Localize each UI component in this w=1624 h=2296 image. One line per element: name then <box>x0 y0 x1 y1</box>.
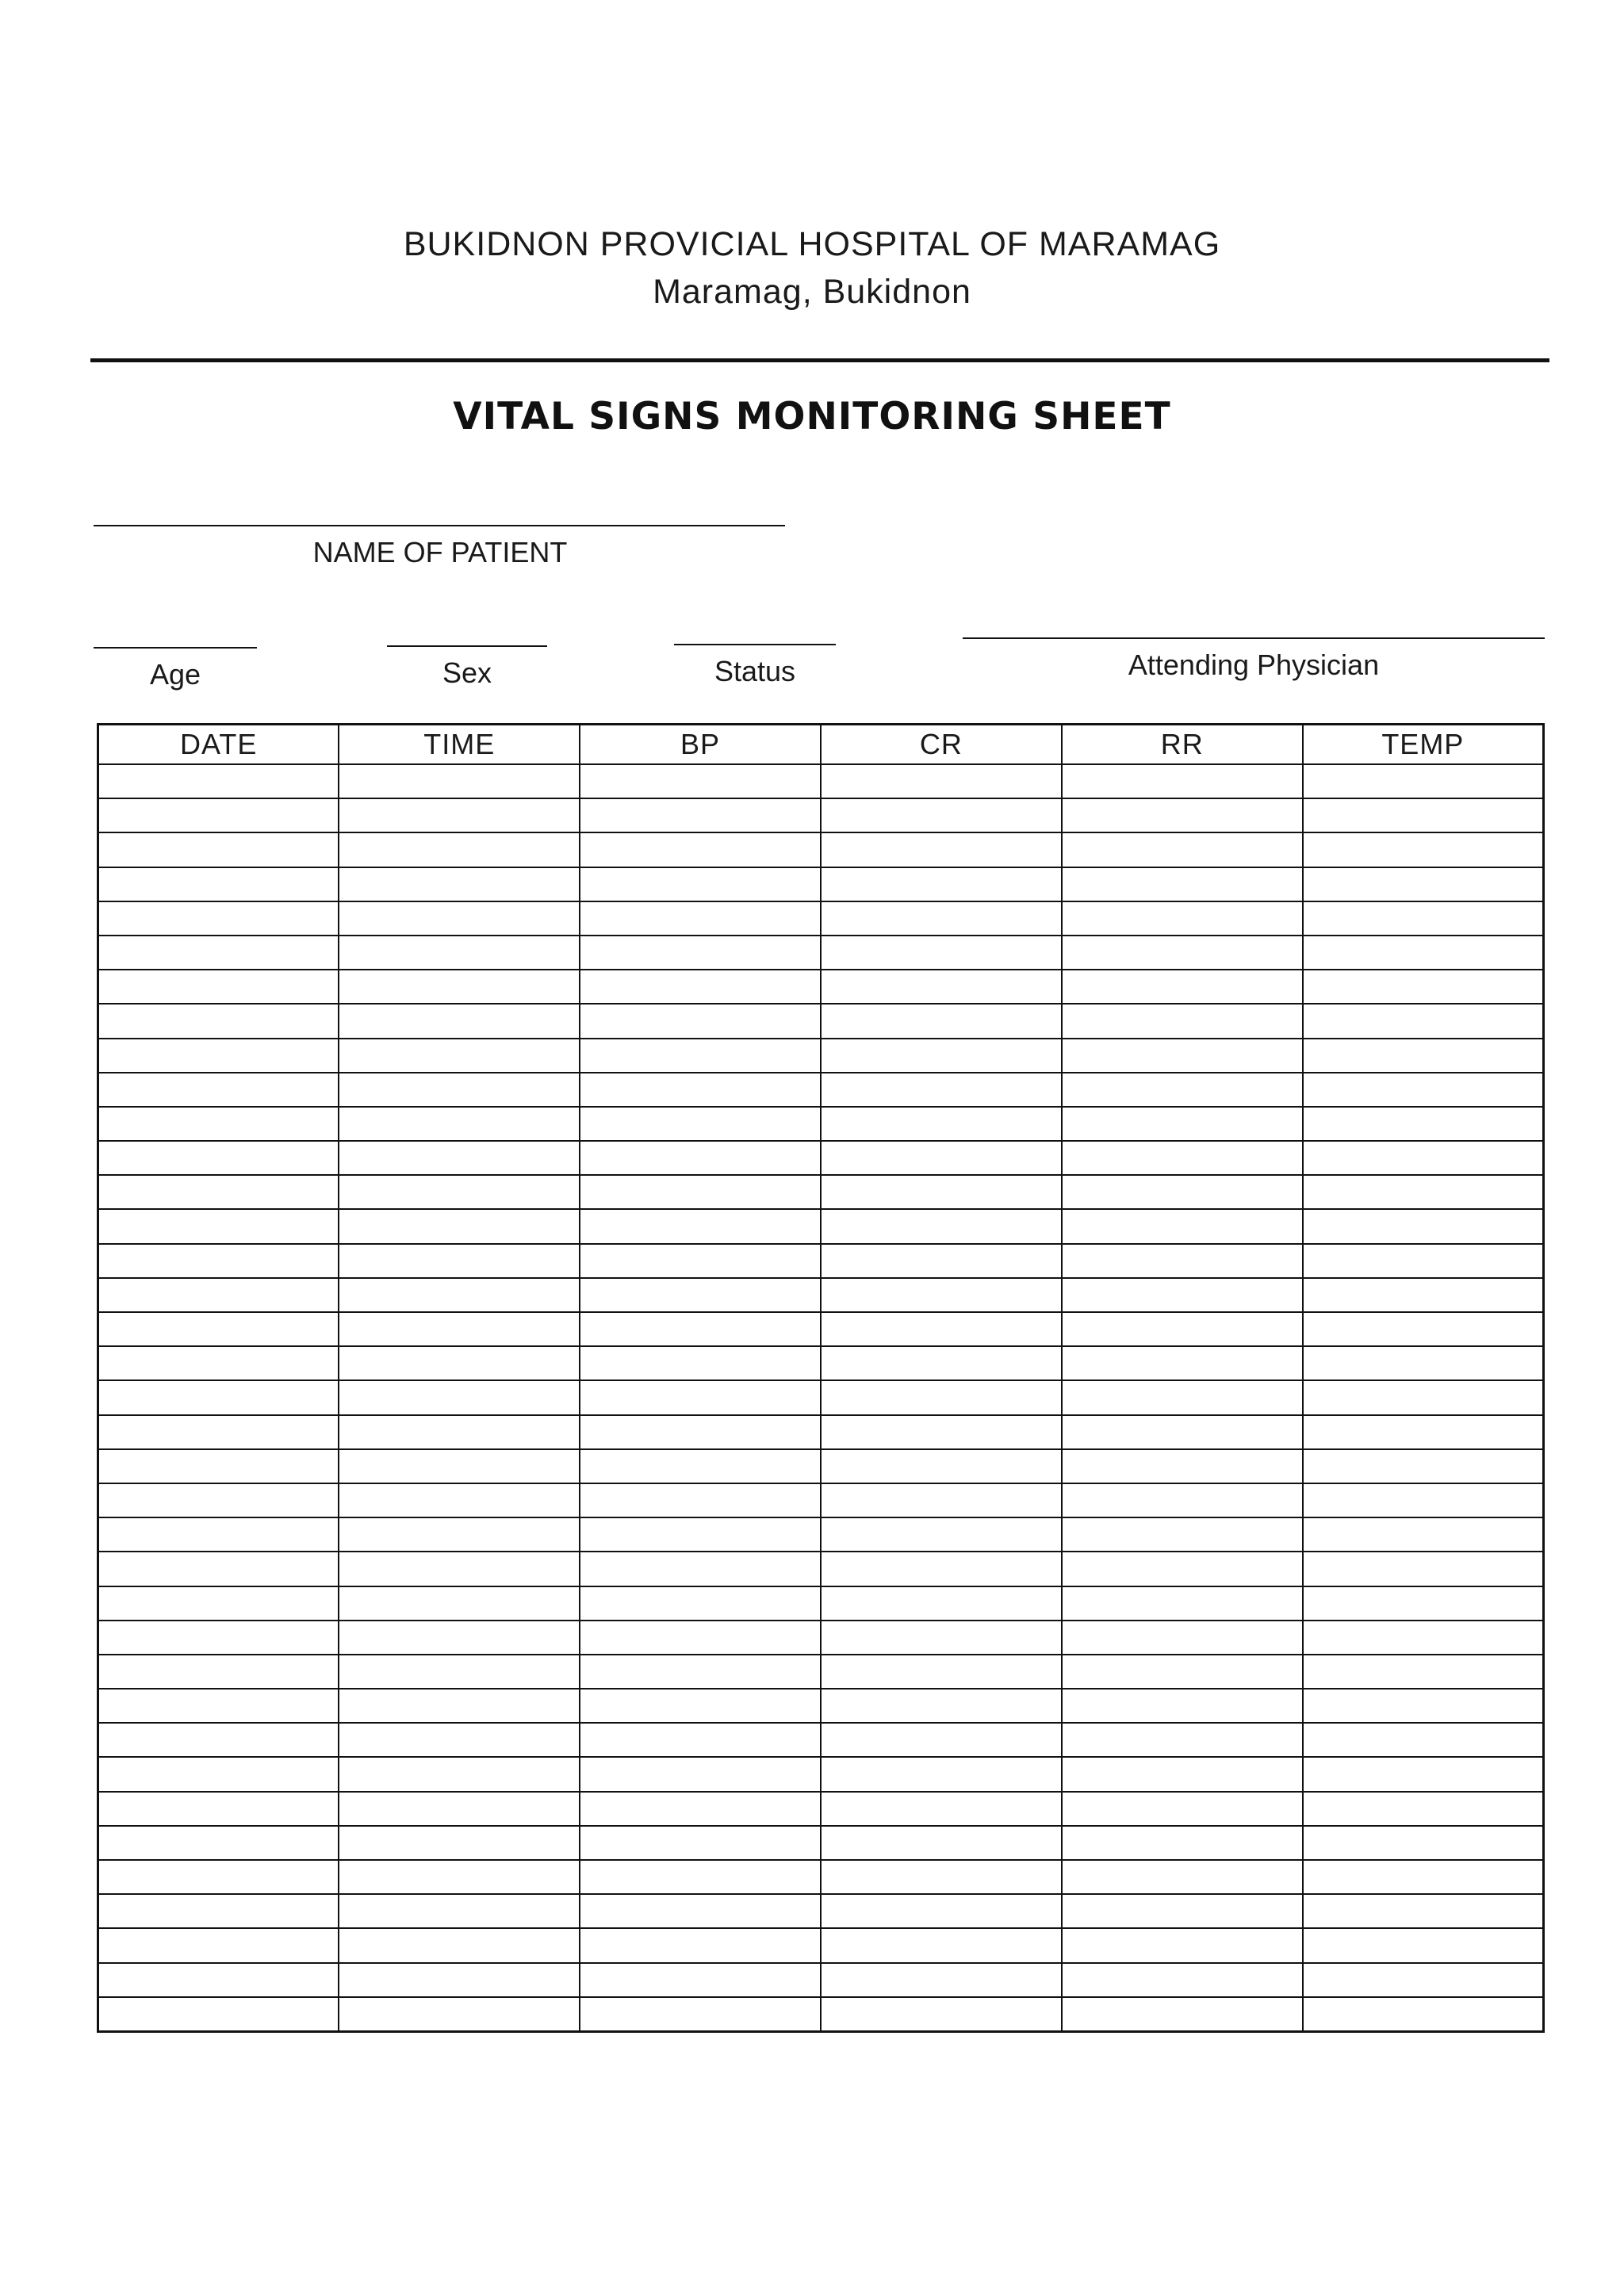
rr-cell[interactable] <box>1062 1517 1303 1552</box>
table-row <box>98 1346 1544 1380</box>
rr-cell[interactable] <box>1062 1107 1303 1141</box>
date-cell[interactable] <box>98 1586 339 1621</box>
temp-cell[interactable] <box>1303 1928 1544 1962</box>
bp-cell[interactable] <box>580 1826 821 1860</box>
rr-cell[interactable] <box>1062 1792 1303 1826</box>
cr-cell[interactable] <box>821 901 1062 936</box>
time-cell[interactable] <box>339 1312 580 1346</box>
time-cell[interactable] <box>339 764 580 798</box>
rr-cell[interactable] <box>1062 1963 1303 1997</box>
temp-cell[interactable] <box>1303 1449 1544 1483</box>
time-cell[interactable] <box>339 867 580 901</box>
date-cell[interactable] <box>98 1415 339 1449</box>
date-cell[interactable] <box>98 1894 339 1928</box>
date-cell[interactable] <box>98 1073 339 1107</box>
column-header-time: TIME <box>339 725 580 765</box>
cr-cell[interactable] <box>821 1175 1062 1209</box>
date-cell[interactable] <box>98 1621 339 1655</box>
time-cell[interactable] <box>339 1621 580 1655</box>
table-row <box>98 832 1544 867</box>
date-cell[interactable] <box>98 867 339 901</box>
temp-cell[interactable] <box>1303 798 1544 832</box>
rr-cell[interactable] <box>1062 1449 1303 1483</box>
date-cell[interactable] <box>98 1928 339 1962</box>
cr-cell[interactable] <box>821 936 1062 970</box>
date-cell[interactable] <box>98 1209 339 1243</box>
sheet-title: VITAL SIGNS MONITORING SHEET <box>453 395 1171 438</box>
temp-cell[interactable] <box>1303 1380 1544 1414</box>
time-cell[interactable] <box>339 1107 580 1141</box>
status-label: Status <box>714 655 796 687</box>
rr-cell[interactable] <box>1062 1621 1303 1655</box>
rr-cell[interactable] <box>1062 1141 1303 1175</box>
temp-cell[interactable] <box>1303 970 1544 1004</box>
attending-physician-label: Attending Physician <box>1128 649 1380 681</box>
date-cell[interactable] <box>98 1963 339 1997</box>
temp-cell[interactable] <box>1303 1894 1544 1928</box>
cr-cell[interactable] <box>821 1346 1062 1380</box>
temp-cell[interactable] <box>1303 764 1544 798</box>
bp-cell[interactable] <box>580 1963 821 1997</box>
bp-cell[interactable] <box>580 1517 821 1552</box>
column-header-temp: TEMP <box>1303 725 1544 765</box>
rr-cell[interactable] <box>1062 1723 1303 1757</box>
time-cell[interactable] <box>339 1244 580 1278</box>
bp-cell[interactable] <box>580 970 821 1004</box>
rr-cell[interactable] <box>1062 1175 1303 1209</box>
table-row <box>98 1552 1544 1586</box>
bp-cell[interactable] <box>580 1860 821 1894</box>
table-row <box>98 1415 1544 1449</box>
temp-cell[interactable] <box>1303 867 1544 901</box>
cr-cell[interactable] <box>821 1997 1062 2032</box>
cr-cell[interactable] <box>821 1792 1062 1826</box>
time-cell[interactable] <box>339 1655 580 1689</box>
rr-cell[interactable] <box>1062 1552 1303 1586</box>
rr-cell[interactable] <box>1062 1894 1303 1928</box>
time-cell[interactable] <box>339 1141 580 1175</box>
rr-cell[interactable] <box>1062 1655 1303 1689</box>
date-cell[interactable] <box>98 1039 339 1073</box>
time-cell[interactable] <box>339 1860 580 1894</box>
table-row <box>98 1621 1544 1655</box>
date-cell[interactable] <box>98 1107 339 1141</box>
bp-cell[interactable] <box>580 1380 821 1414</box>
time-cell[interactable] <box>339 1757 580 1791</box>
time-cell[interactable] <box>339 1723 580 1757</box>
column-header-date: DATE <box>98 725 339 765</box>
rr-cell[interactable] <box>1062 936 1303 970</box>
bp-cell[interactable] <box>580 1689 821 1723</box>
table-row <box>98 867 1544 901</box>
temp-cell[interactable] <box>1303 1997 1544 2032</box>
date-cell[interactable] <box>98 1244 339 1278</box>
hospital-name: BUKIDNON PROVICIAL HOSPITAL OF MARAMAG <box>403 225 1221 263</box>
rr-cell[interactable] <box>1062 1928 1303 1962</box>
cr-cell[interactable] <box>821 1689 1062 1723</box>
date-cell[interactable] <box>98 1346 339 1380</box>
bp-cell[interactable] <box>580 1312 821 1346</box>
date-cell[interactable] <box>98 764 339 798</box>
bp-cell[interactable] <box>580 1107 821 1141</box>
status-field[interactable] <box>674 644 836 645</box>
temp-cell[interactable] <box>1303 1004 1544 1038</box>
time-cell[interactable] <box>339 1346 580 1380</box>
cr-cell[interactable] <box>821 1963 1062 1997</box>
time-cell[interactable] <box>339 1826 580 1860</box>
temp-cell[interactable] <box>1303 1209 1544 1243</box>
date-cell[interactable] <box>98 1278 339 1312</box>
table-row <box>98 1483 1544 1517</box>
cr-cell[interactable] <box>821 1723 1062 1757</box>
cr-cell[interactable] <box>821 1928 1062 1962</box>
temp-cell[interactable] <box>1303 1073 1544 1107</box>
bp-cell[interactable] <box>580 1997 821 2032</box>
table-row <box>98 1689 1544 1723</box>
temp-cell[interactable] <box>1303 1586 1544 1621</box>
header-divider <box>90 358 1549 362</box>
table-row <box>98 1655 1544 1689</box>
rr-cell[interactable] <box>1062 1244 1303 1278</box>
rr-cell[interactable] <box>1062 1860 1303 1894</box>
temp-cell[interactable] <box>1303 1621 1544 1655</box>
cr-cell[interactable] <box>821 1380 1062 1414</box>
bp-cell[interactable] <box>580 1004 821 1038</box>
temp-cell[interactable] <box>1303 1278 1544 1312</box>
date-cell[interactable] <box>98 1483 339 1517</box>
bp-cell[interactable] <box>580 1483 821 1517</box>
bp-cell[interactable] <box>580 1792 821 1826</box>
column-header-rr: RR <box>1062 725 1303 765</box>
temp-cell[interactable] <box>1303 901 1544 936</box>
temp-cell[interactable] <box>1303 1175 1544 1209</box>
table-row <box>98 970 1544 1004</box>
table-row <box>98 1039 1544 1073</box>
time-cell[interactable] <box>339 1278 580 1312</box>
time-cell[interactable] <box>339 901 580 936</box>
temp-cell[interactable] <box>1303 1312 1544 1346</box>
time-cell[interactable] <box>339 1997 580 2032</box>
temp-cell[interactable] <box>1303 1107 1544 1141</box>
temp-cell[interactable] <box>1303 1792 1544 1826</box>
rr-cell[interactable] <box>1062 1039 1303 1073</box>
table-row <box>98 1278 1544 1312</box>
date-cell[interactable] <box>98 1792 339 1826</box>
cr-cell[interactable] <box>821 1073 1062 1107</box>
date-cell[interactable] <box>98 1826 339 1860</box>
bp-cell[interactable] <box>580 1209 821 1243</box>
date-cell[interactable] <box>98 1141 339 1175</box>
date-cell[interactable] <box>98 1655 339 1689</box>
bp-cell[interactable] <box>580 1346 821 1380</box>
date-cell[interactable] <box>98 1312 339 1346</box>
cr-cell[interactable] <box>821 1415 1062 1449</box>
rr-cell[interactable] <box>1062 1586 1303 1621</box>
bp-cell[interactable] <box>580 1175 821 1209</box>
rr-cell[interactable] <box>1062 867 1303 901</box>
temp-cell[interactable] <box>1303 1826 1544 1860</box>
bp-cell[interactable] <box>580 764 821 798</box>
time-cell[interactable] <box>339 1894 580 1928</box>
date-cell[interactable] <box>98 1552 339 1586</box>
cr-cell[interactable] <box>821 1621 1062 1655</box>
rr-cell[interactable] <box>1062 1209 1303 1243</box>
rr-cell[interactable] <box>1062 798 1303 832</box>
temp-cell[interactable] <box>1303 1346 1544 1380</box>
rr-cell[interactable] <box>1062 1380 1303 1414</box>
time-cell[interactable] <box>339 1004 580 1038</box>
time-cell[interactable] <box>339 1449 580 1483</box>
time-cell[interactable] <box>339 1586 580 1621</box>
table-row <box>98 1757 1544 1791</box>
rr-cell[interactable] <box>1062 1346 1303 1380</box>
time-cell[interactable] <box>339 1928 580 1962</box>
bp-cell[interactable] <box>580 1552 821 1586</box>
attending-physician-field[interactable] <box>963 637 1545 639</box>
date-cell[interactable] <box>98 1860 339 1894</box>
time-cell[interactable] <box>339 1209 580 1243</box>
rr-cell[interactable] <box>1062 1483 1303 1517</box>
time-cell[interactable] <box>339 1175 580 1209</box>
cr-cell[interactable] <box>821 764 1062 798</box>
bp-cell[interactable] <box>580 1244 821 1278</box>
cr-cell[interactable] <box>821 1860 1062 1894</box>
cr-cell[interactable] <box>821 1552 1062 1586</box>
date-cell[interactable] <box>98 1757 339 1791</box>
temp-cell[interactable] <box>1303 1483 1544 1517</box>
table-row <box>98 1073 1544 1107</box>
time-cell[interactable] <box>339 936 580 970</box>
table-row <box>98 1860 1544 1894</box>
cr-cell[interactable] <box>821 1278 1062 1312</box>
time-cell[interactable] <box>339 798 580 832</box>
table-row <box>98 1380 1544 1414</box>
rr-cell[interactable] <box>1062 832 1303 867</box>
cr-cell[interactable] <box>821 1517 1062 1552</box>
rr-cell[interactable] <box>1062 901 1303 936</box>
rr-cell[interactable] <box>1062 1278 1303 1312</box>
temp-cell[interactable] <box>1303 936 1544 970</box>
date-cell[interactable] <box>98 1689 339 1723</box>
table-row <box>98 1209 1544 1243</box>
table-row <box>98 798 1544 832</box>
table-row <box>98 1928 1544 1962</box>
time-cell[interactable] <box>339 1963 580 1997</box>
sex-label: Sex <box>442 656 492 689</box>
age-label: Age <box>149 658 201 691</box>
rr-cell[interactable] <box>1062 1312 1303 1346</box>
table-header-row <box>98 725 1544 765</box>
date-cell[interactable] <box>98 1380 339 1414</box>
bp-cell[interactable] <box>580 1723 821 1757</box>
rr-cell[interactable] <box>1062 1757 1303 1791</box>
table-row <box>98 1175 1544 1209</box>
temp-cell[interactable] <box>1303 1244 1544 1278</box>
date-cell[interactable] <box>98 1004 339 1038</box>
bp-cell[interactable] <box>580 798 821 832</box>
temp-cell[interactable] <box>1303 1963 1544 1997</box>
cr-cell[interactable] <box>821 1826 1062 1860</box>
bp-cell[interactable] <box>580 867 821 901</box>
table-row <box>98 1723 1544 1757</box>
table-row <box>98 936 1544 970</box>
bp-cell[interactable] <box>580 1586 821 1621</box>
temp-cell[interactable] <box>1303 1517 1544 1552</box>
column-header-bp: BP <box>580 725 821 765</box>
bp-cell[interactable] <box>580 1141 821 1175</box>
table-row <box>98 1586 1544 1621</box>
date-cell[interactable] <box>98 1997 339 2032</box>
hospital-header <box>0 220 1624 316</box>
table-row <box>98 764 1544 798</box>
cr-cell[interactable] <box>821 1312 1062 1346</box>
time-cell[interactable] <box>339 832 580 867</box>
temp-cell[interactable] <box>1303 1415 1544 1449</box>
temp-cell[interactable] <box>1303 1039 1544 1073</box>
column-header-cr: CR <box>821 725 1062 765</box>
temp-cell[interactable] <box>1303 1689 1544 1723</box>
table-row <box>98 1517 1544 1552</box>
time-cell[interactable] <box>339 1792 580 1826</box>
date-cell[interactable] <box>98 1723 339 1757</box>
cr-cell[interactable] <box>821 832 1062 867</box>
bp-cell[interactable] <box>580 1278 821 1312</box>
rr-cell[interactable] <box>1062 1415 1303 1449</box>
bp-cell[interactable] <box>580 936 821 970</box>
time-cell[interactable] <box>339 1039 580 1073</box>
cr-cell[interactable] <box>821 1655 1062 1689</box>
bp-cell[interactable] <box>580 832 821 867</box>
patient-name-field[interactable] <box>94 525 785 526</box>
rr-cell[interactable] <box>1062 764 1303 798</box>
cr-cell[interactable] <box>821 1244 1062 1278</box>
temp-cell[interactable] <box>1303 1757 1544 1791</box>
sex-field[interactable] <box>387 645 547 647</box>
cr-cell[interactable] <box>821 867 1062 901</box>
date-cell[interactable] <box>98 1175 339 1209</box>
time-cell[interactable] <box>339 1689 580 1723</box>
bp-cell[interactable] <box>580 1449 821 1483</box>
table-row <box>98 1894 1544 1928</box>
table-row <box>98 1449 1544 1483</box>
bp-cell[interactable] <box>580 1894 821 1928</box>
temp-cell[interactable] <box>1303 1655 1544 1689</box>
temp-cell[interactable] <box>1303 1723 1544 1757</box>
temp-cell[interactable] <box>1303 1860 1544 1894</box>
cr-cell[interactable] <box>821 1586 1062 1621</box>
rr-cell[interactable] <box>1062 1826 1303 1860</box>
table-row <box>98 1312 1544 1346</box>
rr-cell[interactable] <box>1062 1004 1303 1038</box>
table-row <box>98 1004 1544 1038</box>
age-field[interactable] <box>94 647 257 649</box>
date-cell[interactable] <box>98 901 339 936</box>
date-cell[interactable] <box>98 970 339 1004</box>
cr-cell[interactable] <box>821 1107 1062 1141</box>
bp-cell[interactable] <box>580 1621 821 1655</box>
date-cell[interactable] <box>98 936 339 970</box>
rr-cell[interactable] <box>1062 970 1303 1004</box>
table-row <box>98 1826 1544 1860</box>
date-cell[interactable] <box>98 832 339 867</box>
hospital-location: Maramag, Bukidnon <box>653 273 971 311</box>
cr-cell[interactable] <box>821 1039 1062 1073</box>
bp-cell[interactable] <box>580 1415 821 1449</box>
bp-cell[interactable] <box>580 1039 821 1073</box>
bp-cell[interactable] <box>580 1757 821 1791</box>
table-row <box>98 1141 1544 1175</box>
bp-cell[interactable] <box>580 1073 821 1107</box>
cr-cell[interactable] <box>821 1209 1062 1243</box>
time-cell[interactable] <box>339 1483 580 1517</box>
rr-cell[interactable] <box>1062 1997 1303 2032</box>
table-row <box>98 1997 1544 2032</box>
time-cell[interactable] <box>339 970 580 1004</box>
table-row <box>98 1244 1544 1278</box>
time-cell[interactable] <box>339 1552 580 1586</box>
time-cell[interactable] <box>339 1073 580 1107</box>
temp-cell[interactable] <box>1303 832 1544 867</box>
cr-cell[interactable] <box>821 1894 1062 1928</box>
cr-cell[interactable] <box>821 1004 1062 1038</box>
rr-cell[interactable] <box>1062 1689 1303 1723</box>
bp-cell[interactable] <box>580 1655 821 1689</box>
bp-cell[interactable] <box>580 1928 821 1962</box>
time-cell[interactable] <box>339 1415 580 1449</box>
cr-cell[interactable] <box>821 1449 1062 1483</box>
table-body <box>98 764 1544 2031</box>
vital-signs-table <box>97 723 1545 2033</box>
cr-cell[interactable] <box>821 1757 1062 1791</box>
time-cell[interactable] <box>339 1517 580 1552</box>
patient-name-label: NAME OF PATIENT <box>312 536 568 568</box>
cr-cell[interactable] <box>821 1483 1062 1517</box>
date-cell[interactable] <box>98 1449 339 1483</box>
time-cell[interactable] <box>339 1380 580 1414</box>
date-cell[interactable] <box>98 1517 339 1552</box>
cr-cell[interactable] <box>821 1141 1062 1175</box>
date-cell[interactable] <box>98 798 339 832</box>
cr-cell[interactable] <box>821 970 1062 1004</box>
rr-cell[interactable] <box>1062 1073 1303 1107</box>
temp-cell[interactable] <box>1303 1552 1544 1586</box>
table-row <box>98 1107 1544 1141</box>
temp-cell[interactable] <box>1303 1141 1544 1175</box>
cr-cell[interactable] <box>821 798 1062 832</box>
table-row <box>98 901 1544 936</box>
table-row <box>98 1963 1544 1997</box>
bp-cell[interactable] <box>580 901 821 936</box>
table-row <box>98 1792 1544 1826</box>
